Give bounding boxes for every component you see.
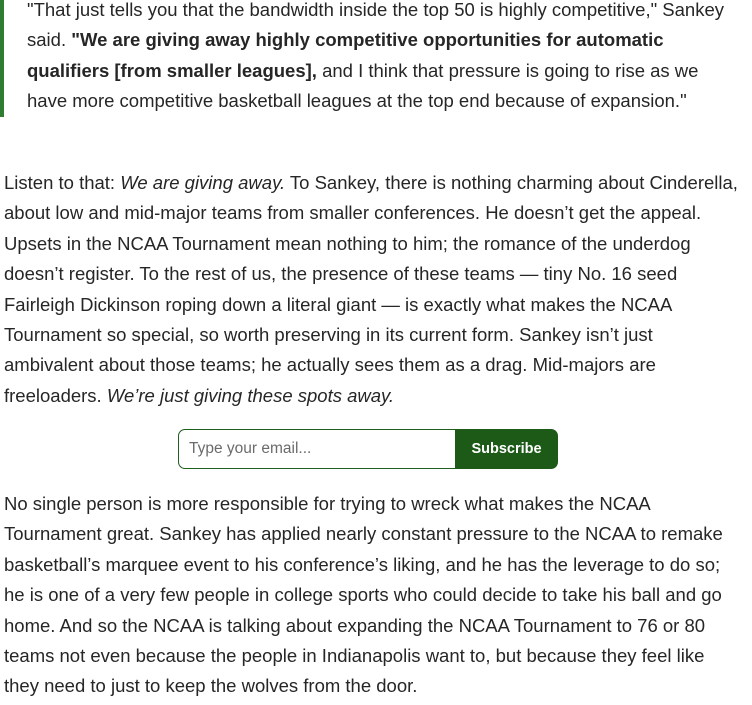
- paragraph-lead: Listen to that:: [4, 172, 121, 193]
- quote-text: [27, 0, 740, 117]
- quote-bold-text: "We are giving away highly competitive opportunities for automatic qualifiers [from smaller leagues],: [27, 29, 664, 81]
- paragraph-lead-italic: We are giving away.: [120, 172, 286, 193]
- subscribe-form: [178, 429, 558, 469]
- quote-opening: "That just tells you that the bandwidth inside the top 50 is highly competitive," Sankey said.: [27, 0, 725, 51]
- article-paragraph-2: No single person is more responsible for trying to wreck what makes the NCAA Tournament great. Sankey has applied nearly constant pressure to the NCAA to remake basketball’s marquee event to his conference’s liking, and he has the leverage to do so; he is one of a very few people in college sports who could decide to take his ball and go home. And so the NCAA is talking about expanding the NCAA Tournament to 76 or 80 teams not even because the people in Indianapolis want to, but because they feel like they need to just to keep the wolves from the door.: [4, 493, 723, 697]
- paragraph-tail-italic: We’re just giving these spots away.: [106, 384, 395, 406]
- paragraph-body: To Sankey, there is nothing charming about Cinderella, about low and mid-major teams from smaller conferences. He doesn’t get the appeal. Upsets in the NCAA Tournament mean nothing to him; the romance of the underdog doesn’t register. To the rest of us, the presence of these teams — tiny No. 16 seed Fairleigh Dickinson roping down a literal giant — is exactly what makes the NCAA Tournament so special, so worth preserving in its current form. Sankey isn’t just ambivalent about those teams; he actually sees them as a drag. Mid-majors are freeloaders.: [4, 172, 738, 406]
- email-input[interactable]: [178, 429, 455, 469]
- pull-quote: [0, 0, 740, 117]
- article-paragraph-1: [4, 168, 740, 411]
- quote-closing: and I think that pressure is going to rise as we have more competitive basketball leagues at the top end because of expansion.": [27, 59, 699, 112]
- subscribe-button[interactable]: Subscribe: [455, 429, 558, 469]
